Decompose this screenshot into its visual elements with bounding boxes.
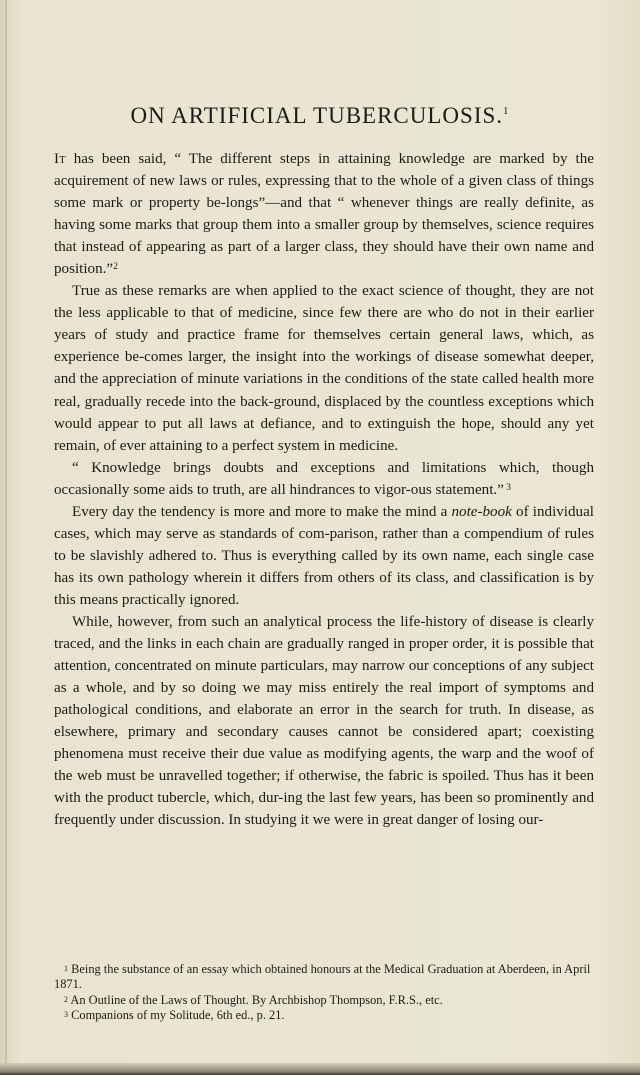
footnotes bbox=[54, 962, 594, 1023]
chapter-title bbox=[0, 103, 640, 129]
page-bottom-edge bbox=[0, 1063, 640, 1075]
footnote bbox=[54, 993, 594, 1008]
footnote-mark: 1 bbox=[64, 964, 68, 973]
body-paragraph bbox=[54, 611, 594, 831]
page-binding-edge bbox=[5, 0, 7, 1075]
paragraph-lead-word: It bbox=[54, 151, 66, 167]
body-paragraph bbox=[54, 457, 594, 501]
footnote-text: Being the substance of an essay which obtained honours at the Medical Graduation at Aberdeen, in April 1871. bbox=[54, 962, 591, 992]
footnote-mark: 2 bbox=[64, 994, 68, 1004]
footnote-reference: 3 bbox=[503, 482, 511, 493]
footnote bbox=[54, 962, 594, 993]
chapter-title-note-mark: 1 bbox=[503, 105, 510, 118]
footnote bbox=[54, 1008, 594, 1023]
footnote-reference: 2 bbox=[113, 262, 118, 273]
text-run: True as these remarks are when applied to the exact science of thought, they are not the less applicable to that of medicine, since few there are who do not in their earlier years of study and practice frame for themselves certain general laws, which, as experience be-comes larger, the insight into the workings of disease somewhat deeper, and the appreciation of minute variations in the conditions of the state called health more real, gradually recede into the back-ground, displaced by the countless exceptions which would appear to put all laws at defiance, and to extinguish the hope, should any yet remain, of ever attaining to a perfect system in medicine. bbox=[54, 283, 594, 454]
text-run: of individual cases, which may serve as standards of com-parison, rather than a compendium of rules to be slavishly adhered to. Thus is everything called by its own name, each single case has its own pathology wherein it differs from others of its class, and classification is by this means practically ignored. bbox=[54, 503, 594, 608]
body-paragraph bbox=[54, 501, 594, 611]
text-run: While, however, from such an analytical process the life-history of disease is clearly traced, and the links in each chain are gradually ranged in proper order, it is possible that attention, concentrated on minute particulars, may narrow our conceptions of any subject as a whole, and by so doing we may miss entirely the real import of symptoms and pathological conditions, and elaborate an error in the search for truth. In disease, as elsewhere, primary and secondary causes cannot be considered apart; coexisting phenomena must receive their due value as modifying agents, the warp and the woof of the web must be unravelled together; if otherwise, the fabric is spoiled. Thus has it been with the product tubercle, which, dur-ing the last few years, has been so prominently and frequently under discussion. In studying it we were in great danger of losing our- bbox=[54, 613, 594, 829]
text-run: has been said, “ The different steps in attaining knowledge are marked by the acquirement of new laws or rules, expressing that to the whole of a given class of things some mark or property be-longs”—and that “ whenever things are really definite, as having some marks that group them into a smaller group by themselves, science requires that instead of appearing as part of a larger class, they should have their own name and position.” bbox=[54, 151, 594, 278]
body-text bbox=[54, 148, 594, 831]
text-run: Every day the tendency is more and more to make the mind a bbox=[72, 503, 452, 520]
footnote-text: An Outline of the Laws of Thought. By Archbishop Thompson, F.R.S., etc. bbox=[70, 992, 443, 1007]
body-paragraph bbox=[54, 280, 594, 456]
footnote-text: Companions of my Solitude, 6th ed., p. 21. bbox=[71, 1007, 285, 1022]
body-paragraph bbox=[54, 148, 594, 280]
emphasis-text: note-book bbox=[451, 503, 512, 520]
footnote-mark: 3 bbox=[64, 1009, 68, 1019]
text-run: “ Knowledge brings doubts and exceptions and limitations which, though occasionally some aids to truth, are all hindrances to vigor-ous statement.” bbox=[54, 459, 594, 498]
chapter-title-text: ON ARTIFICIAL TUBERCULOSIS. bbox=[130, 103, 504, 129]
